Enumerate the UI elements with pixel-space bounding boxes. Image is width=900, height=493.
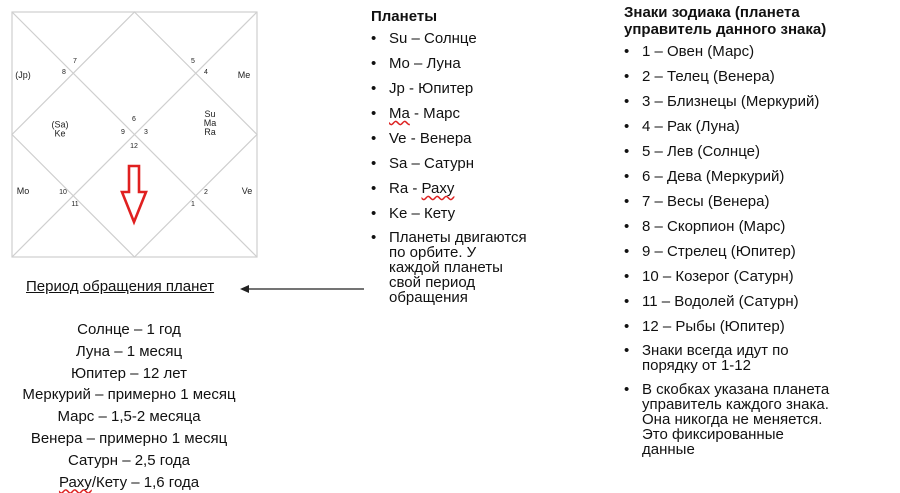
left-arrow-icon [240,283,370,295]
house-planet-label: Me [237,70,251,80]
house-planet-label: Mo [16,186,30,196]
planets-note-line: обращения [389,289,468,306]
period-line: Сатурн – 2,5 года [68,451,190,469]
planet-abbr: Mo [389,55,410,72]
planets-list [369,30,569,312]
period-line: Венера – примерно 1 месяц [30,429,228,447]
period-title: Период обращения планет [26,278,215,295]
house-sign-number: 6 [132,116,136,123]
planet-item: • Ra - Раху [369,180,569,198]
house-sign-number: 7 [73,58,77,65]
planet-item: • Ma - Марс [369,105,569,123]
house-sign-number: 5 [191,58,195,65]
planet-item: • Su – Солнце [369,30,569,48]
period-list [0,319,258,493]
zodiac-item: • 12 – Рыбы (Юпитер) [622,318,892,336]
house-sign-number: 2 [204,189,208,196]
house-sign-number: 11 [71,201,79,208]
period-line: Луна – 1 месяц [75,342,183,360]
planet-abbr: Ma [389,105,410,122]
period-line: Марс – 1,5-2 месяца [57,408,201,426]
house-sign-number: 12 [130,143,138,150]
house-sign-number: 10 [59,189,67,196]
zodiac-item: • 10 – Козерог (Сатурн) [622,268,892,286]
planet-item: • Ke – Кету [369,205,569,223]
period-line: Раху/Кету – 1,6 года [58,473,200,491]
zodiac-note [622,382,892,457]
planet-abbr: Sa [389,155,408,172]
planet-abbr: Jp [389,80,405,97]
zodiac-list [622,43,892,466]
zodiac-note-line: данные [642,441,695,458]
house-sign-number: 3 [144,129,148,136]
period-line: Юпитер – 12 лет [70,364,188,382]
house-planet-label: Su [204,109,216,119]
zodiac-item: • 4 – Рак (Луна) [622,118,892,136]
zodiac-item: • 9 – Стрелец (Юпитер) [622,243,892,261]
house-planet-label: (Sa) [51,119,69,130]
zodiac-item: • 7 – Весы (Венера) [622,193,892,211]
planet-abbr: Ra [389,180,409,197]
zodiac-item: • 6 – Дева (Меркурий) [622,168,892,186]
house-sign-number: 9 [121,129,125,136]
period-rahu: Раху [58,473,92,491]
zodiac-note-line: • Знаки всегда идут по [642,342,789,359]
house-sign-number: 4 [204,69,208,76]
period-line: Меркурий – примерно 1 месяц [22,386,236,404]
house-planet-label: Ra [204,127,216,137]
planet-item: • Mo – Луна [369,55,569,73]
planets-note [369,230,569,305]
zodiac-note-line: управитель каждого знака. [642,396,829,413]
house-planet-label: Ma [203,118,217,128]
planets-note-line: по орбите. У [389,244,477,261]
zodiac-title-line: управитель данного знака) [624,21,827,38]
planets-note-line: свой период [389,274,476,291]
zodiac-item: • 8 – Скорпион (Марс) [622,218,892,236]
zodiac-title-line: Знаки зодиака (планета [624,4,800,21]
zodiac-note-line: Она никогда не меняется. [642,411,823,428]
zodiac-item: • 11 – Водолей (Сатурн) [622,293,892,311]
zodiac-note-line: порядку от 1-12 [642,357,751,374]
house-planet-label: Ve [241,186,253,196]
zodiac-item: • 3 – Близнецы (Меркурий) [622,93,892,111]
planet-abbr: Ve [389,130,407,147]
planets-note-line: каждой планеты [389,259,503,276]
planet-name: Раху [421,180,455,197]
zodiac-item: • 2 – Телец (Венера) [622,68,892,86]
period-line: Солнце – 1 год [77,321,181,338]
zodiac-item: • 1 – Овен (Марс) [622,43,892,61]
house-sign-number: 1 [191,201,195,208]
zodiac-title [624,4,826,38]
house-planet-label: (Jp) [15,70,31,80]
planets-note-line: • Планеты двигаются [389,229,527,246]
planet-abbr: Su [389,30,408,47]
planet-item: • Jp - Юпитер [369,80,569,98]
zodiac-note [622,343,892,373]
house-planet-label: Ke [54,128,66,139]
zodiac-note-line: Это фиксированные [642,426,784,443]
planets-title: Планеты [371,8,438,25]
birth-chart [0,0,262,262]
house-sign-number: 8 [62,69,66,76]
planet-item: • Sa – Сатурн [369,155,569,173]
planet-abbr: Ke [389,205,408,222]
zodiac-item: • 5 – Лев (Солнце) [622,143,892,161]
planet-item: • Ve - Венера [369,130,569,148]
zodiac-note-line: • В скобках указана планета [642,381,830,398]
